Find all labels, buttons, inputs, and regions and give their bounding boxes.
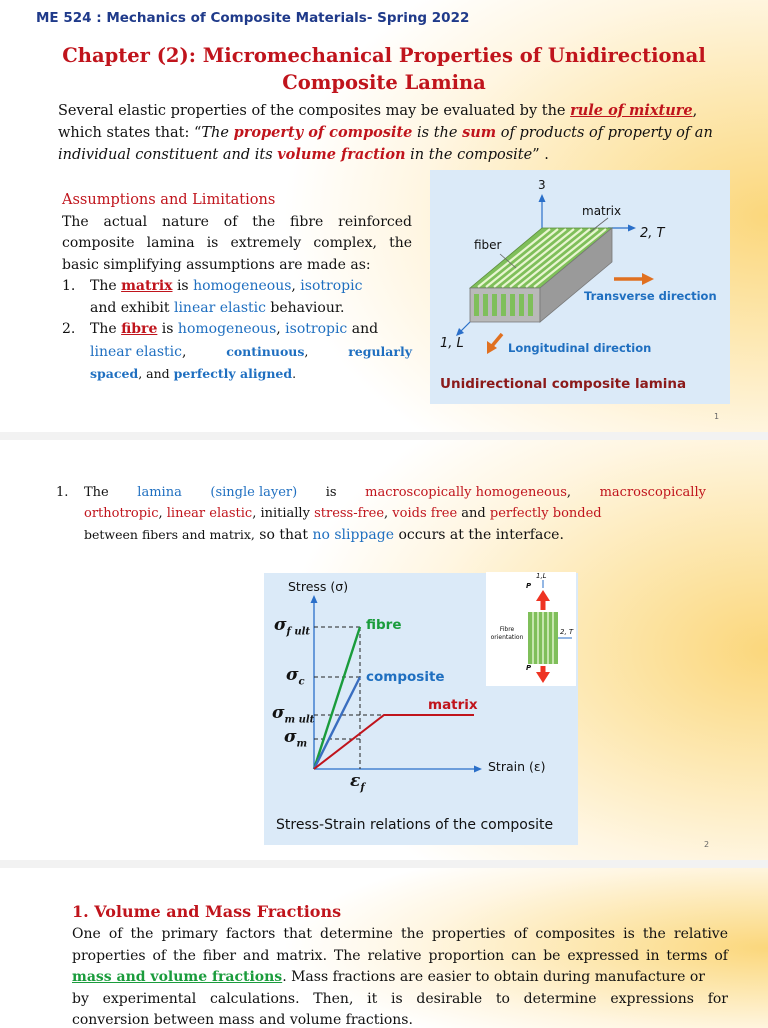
macroscopically-keyword: macroscopically — [599, 485, 706, 500]
page-number: 2 — [704, 840, 710, 849]
list-number: 1. — [62, 278, 76, 294]
item-text: The — [90, 278, 122, 294]
longitudinal-label: Longitudinal direction — [508, 341, 652, 355]
linear-elastic-keyword: linear elastic — [90, 343, 182, 360]
sigma-m-label: $\sigma_m$ — [284, 727, 308, 750]
transverse-label: Transverse direction — [584, 289, 717, 303]
list-number: 2. — [62, 321, 76, 337]
linear-elastic-keyword: linear elastic — [166, 506, 253, 521]
axis-2-label: 2, T — [640, 226, 665, 241]
composite-curve — [314, 677, 360, 769]
item-text: behaviour. — [265, 299, 345, 316]
intro-text: of products of property of an — [496, 125, 713, 141]
macro-homogeneous-keyword: macroscopically homogeneous — [365, 485, 567, 500]
chapter-title-line-1: Chapter (2): Micromechanical Properties of Unidirectional — [62, 44, 706, 67]
perfectly-bonded-keyword: perfectly bonded — [489, 506, 602, 521]
intro-paragraph — [58, 100, 738, 166]
item-text: , — [304, 343, 309, 359]
perfectly-aligned-keyword: perfectly aligned — [173, 366, 293, 381]
slide-3 — [0, 868, 768, 1028]
rule-of-mixture: rule of mixture — [570, 102, 693, 119]
text: so that — [254, 527, 313, 543]
linear-elastic-keyword: linear elastic — [173, 299, 266, 316]
sigma-c-label: $\sigma_c$ — [286, 665, 305, 688]
intro-text: is the — [412, 125, 463, 141]
lamina-diagram — [430, 170, 730, 404]
fibre-keyword: fibre — [121, 321, 158, 337]
text: occurs at the interface. — [394, 527, 564, 543]
inset-p-bottom-label: P — [526, 664, 532, 672]
assumptions-block — [62, 190, 412, 386]
item-text: is — [157, 321, 178, 337]
inset-bottom-arrow-head — [536, 672, 550, 683]
axis-3-label: 3 — [538, 178, 546, 192]
item-text: , — [181, 343, 187, 360]
y-axis-arrowhead — [311, 595, 318, 603]
text: The — [84, 485, 109, 500]
inset-top-arrow-head — [536, 590, 550, 601]
text: , initially — [252, 506, 315, 521]
composite-label: composite — [366, 669, 445, 685]
epsilon-f-label: $\varepsilon_f$ — [350, 771, 365, 794]
intro-text: ” . — [532, 147, 549, 163]
slide-2 — [0, 440, 768, 860]
section-heading: 1. Volume and Mass Fractions — [72, 902, 342, 921]
x-axis-label: Strain (ε) — [488, 759, 546, 774]
text: is — [325, 485, 337, 500]
text: between fibers and matrix, — [84, 527, 255, 542]
sum-keyword: sum — [462, 124, 497, 141]
no-slippage-keyword: no slippage — [312, 527, 394, 543]
regularly-keyword: regularly — [348, 343, 412, 359]
item-text: . — [292, 366, 297, 381]
y-axis-label: Stress (σ) — [288, 579, 349, 594]
assumptions-text: The actual nature of the fibre reinforced — [62, 213, 412, 230]
inset-orientation-label: Fibre orientation — [490, 626, 524, 641]
list-number: 1. — [56, 485, 69, 500]
fibre-orientation-inset — [486, 572, 576, 686]
transverse-arrow-head — [642, 273, 654, 285]
axis-1-label: 1, L — [440, 336, 464, 351]
longitudinal-arrow-shaft — [492, 334, 502, 346]
figure-caption: Unidirectional composite lamina — [440, 376, 687, 392]
homogeneous-keyword: homogeneous — [177, 321, 277, 337]
mass-volume-fractions-link[interactable]: mass and volume fractions — [72, 969, 283, 985]
slide-1 — [0, 0, 768, 432]
intro-text: Several elastic properties of the composites may be evaluated by the — [58, 103, 571, 119]
continuous-keyword: continuous — [226, 343, 305, 359]
assumption-item-2 — [62, 319, 412, 386]
lamina-statement — [56, 482, 706, 546]
inset-axis-2-label: 2, T — [560, 628, 574, 636]
course-header: ME 524 : Mechanics of Composite Materials- Spring 2022 — [36, 10, 470, 26]
section-paragraph — [72, 924, 728, 1028]
stress-strain-figure — [264, 573, 578, 845]
item-text: , — [276, 321, 286, 337]
paragraph-text: . Mass fractions are easier to obtain during manufacture or — [282, 969, 705, 985]
spaced-keyword: spaced — [90, 366, 139, 381]
item-text: is — [172, 278, 194, 294]
property-of-composite: property of composite — [233, 124, 413, 141]
intro-text: individual constituent and its — [58, 147, 278, 163]
item-text: , and — [138, 366, 174, 381]
paragraph-line: One of the primary factors that determine the properties of composites is the relative — [72, 926, 728, 942]
fibre-curve — [314, 627, 360, 769]
orthotropic-keyword: orthotropic — [84, 506, 159, 521]
intro-text: The — [201, 125, 234, 141]
text: , — [384, 506, 393, 521]
voids-free-keyword: voids free — [392, 506, 458, 521]
assumptions-heading: Assumptions and Limitations — [62, 192, 276, 208]
chart-caption: Stress-Strain relations of the composite — [276, 817, 554, 833]
fibre-label: fibre — [366, 617, 402, 633]
isotropic-keyword: isotropic — [285, 321, 348, 337]
lamina-keyword: lamina — [137, 485, 182, 500]
sigma-m-ult-label: $\sigma_{m ult}$ — [272, 703, 315, 726]
item-text: and exhibit — [90, 299, 174, 316]
matrix-label: matrix — [428, 697, 478, 713]
x-axis-arrowhead — [474, 766, 482, 773]
text: , — [566, 485, 572, 500]
single-layer-keyword: (single layer) — [210, 485, 298, 500]
matrix-keyword: matrix — [121, 278, 173, 294]
assumptions-text: basic simplifying assumptions are made as: — [62, 256, 371, 273]
chapter-title — [0, 42, 768, 96]
inset-p-top-label: P — [526, 582, 532, 590]
intro-text: in the composite — [405, 147, 533, 163]
paragraph-line: by experimental calculations. Then, it is desirable to determine expressions for — [72, 990, 728, 1007]
page-number: 1 — [714, 412, 720, 421]
inset-axis-1-label: 1,L — [536, 572, 547, 580]
paragraph-line: properties of the fiber and matrix. The relative proportion can be expressed in terms of — [72, 947, 728, 964]
intro-text: which states that: “ — [58, 125, 202, 141]
stress-free-keyword: stress-free — [314, 506, 385, 521]
item-text: , — [291, 278, 301, 294]
assumptions-text: composite lamina is extremely complex, the — [62, 235, 412, 251]
assumption-item-1 — [62, 276, 412, 319]
intro-text: , — [692, 103, 698, 119]
lamina-figure — [430, 170, 730, 404]
paragraph-line: conversion between mass and volume fractions. — [72, 1012, 413, 1028]
matrix-label: matrix — [582, 204, 622, 218]
chapter-title-line-2: Composite Lamina — [282, 71, 486, 94]
volume-fraction: volume fraction — [277, 146, 406, 163]
text: , — [158, 506, 167, 521]
axis-3-arrowhead — [539, 194, 546, 202]
item-text: and — [347, 321, 379, 337]
isotropic-keyword: isotropic — [300, 278, 363, 294]
sigma-f-ult-label: $\sigma_{f ult}$ — [274, 615, 311, 638]
fiber-label: fiber — [474, 238, 502, 252]
homogeneous-keyword: homogeneous — [193, 278, 292, 294]
item-text: The — [90, 321, 122, 337]
axis-2-arrowhead — [628, 225, 636, 232]
text: and — [457, 506, 490, 521]
